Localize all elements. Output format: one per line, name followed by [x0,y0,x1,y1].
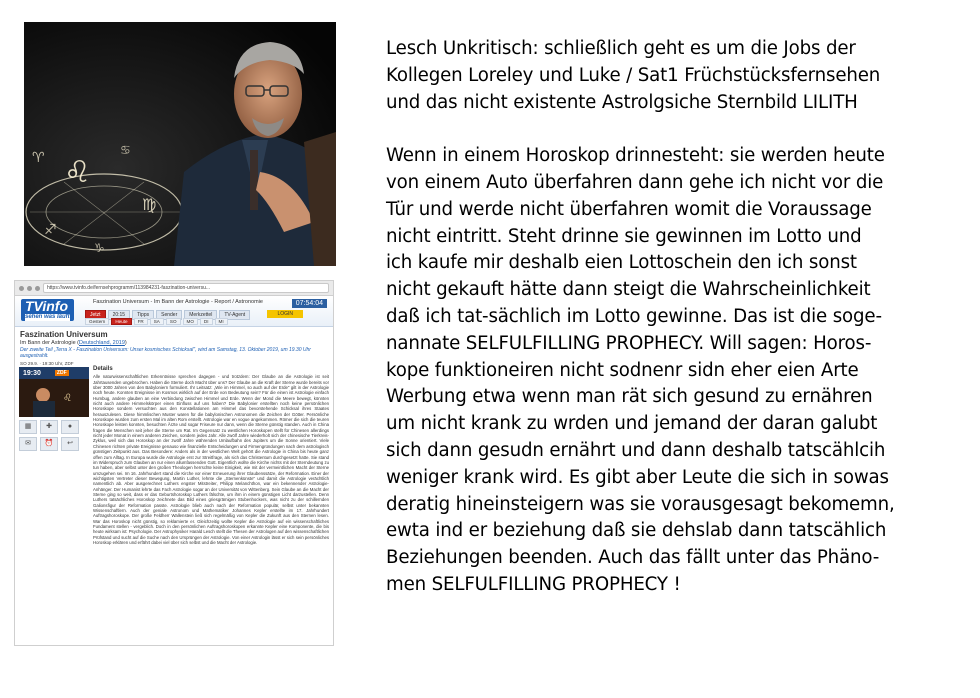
svg-text:♌: ♌ [64,155,91,190]
page-breadcrumb: Faszination Universum - Im Bann der Astrologie - Report / Astronomie [93,299,263,305]
svg-text:♐: ♐ [44,222,57,238]
airtime: SO 29.9. · 19:30 Uhr, ZDF [20,361,74,366]
section-title: Faszination Universum [20,330,108,339]
details-text: Alle naturwissenschaftlichen Erkenntnisse sprechen dagegen - und trotzdem: Der Glaube an die Astrologie ist seit Jahrtausenden ungebrochen. Haben die Sterne doch Macht über uns? Der Glaube an die Kraft der Sterne wurde bereits vor über 3000 Jahren von den Babyloniern formuliert. Ihr Leitsatz: „Wie im Himmel, so auch auf der Erde" gilt in der Astrologie noch heute. Konnten Ereignisse im Kosmos wirklich auf der Erde von Bedeutung sein? Für die einen ist Astrologie einfach Humbug, andere glauben an eine Verbindung zwischen Himmel und Erde. Wenn der Mond die Meere bewegt, könnten nicht auch andere Himmelskörper einen Einfluss auf uns haben? Die Babylonier erstellten noch keine persönlichen Horoskope sondern versuchten aus den Konstellationen am Himmel das bevorstehende Schicksal ihres Staates herauszulesen. Diese himmlischen Muster waren für die babylonischen Astronomen die Zeichen der Götter. Persönliche Horoskope wurden zum ersten Mal im alten Rom erstellt. Astrologie war en vogue angekommen. Römer die sich die teuren Horoskope leisten konnten, besuchten Ärzte und sogar Friseure nur dann, wenn die Sterne günstig standen. Auch in China fragen die Menschen seit jeher die Sterne um Rat. Im Gegensatz zu westlichen Horoskopen stellt für Chinesen allerdings nicht jeder Monat in einem anderen Zeichen, sondern jedes Jahr. Alle zwölf Jahre wiederholt sich der chinesische Tierkreis-Zyklus, weil sich das Horoskop an der zwölf Jahre währenden Umlaufbahn des Jupiters um die Sonne orientiert. Viele Chinesen richten private Ereignisse genauso wie finanzielle Entscheidungen und Firmengründungen nach dem astrologisch günstigen Zeitpunkt aus. Das Besondere: Anders als in der westlichen Welt gehört die Astrologie in China bis heute ganz offen zum Alltag. In Europa wurde die Astrologie erst zur Streitfrage, als sich das Christentum durchgesetzt hatte. Sie stand im Widerspruch zum Glauben an nur einen allumfassenden Gott. Eigentlich wollte die Kirche nichts mit der Sterndeutung zu tun haben, aber selbst unter den großen Theologen herrschte keine Einigkeit, wie mit der vermeintlichen Macht der Sterne umzugehen sei. Im 16. Jahrhundert stand die Kirche vor einer Erneuerung ihrer Glaubenssätze, der Reformation. Einer der wichtigsten Vertreter dieser Bewegung, Martin Luther, lehnte die „Sternenkünste" und damit die Astrologie verächtlich namentlich ab. Aber ausgerechnet Luthers engster Mitstreiter, Philipp Melanchthon, war ein bekennender Astrologie-Anhänger. Der Humanist lehrte das Fach Astrologie sogar an der Universität von Wittenberg. Sein Glaube an die Macht der Sterne ging so weit, dass er das Geburtshoroskop Luthers fälschte, um ihm in einem günstigen Licht darzustellen. Denn Luthers tatsächliches Horoskop zeichnete das Bild eines griesgrämigen Stubenhockers, was nicht zu der schillernden Galionsfigur der Reformation passte. Astrologie blieb auch nach der Reformation populär, selbst unter bekannten Wissenschaftlern. Auch der geniale Astronom und Mathematiker Johannes Kepler erstellte im 17. Jahrhundert Auftragshoroskope. Der große Feldherr Wallenstein ließ sich regelmäßig von Kepler die Zukunft aus den Sternen lesen. War das Horoskop nicht günstig, so reklamierte er. Gleichzeitig wollte Kepler die Astrologie auf ein wissenschaftliches Fundament stellen - vergeblich. Doch in den persönlichen Auftragshoroskopen erkannte Kepler eine Komponente, die bis heute wirksam ist: Psychologie. Der Astrophysiker Harald Lesch stellt die Thesen der Astrologen auf den wissenschaftlichen Prüfstand und sucht auf die Suche nach den Ursprüngen der Astrologie. Von einer Astrologin lässt er sich sein persönliches Horoskop erklären und erfährt dabei viel über sich selbst und die Macht der Astrologie. [93,374,329,545]
headline-prefix: Im Bann der Astrologie ( [20,340,80,346]
nav-tab-sender[interactable]: Sender [156,310,182,320]
calendar-icon[interactable]: ▦ [19,420,37,434]
time-bar [19,367,89,379]
reload-icon[interactable] [35,286,40,291]
day-nav [85,318,228,325]
svg-text:♍: ♍ [142,195,157,214]
clock: 07:54:04 [292,299,327,308]
content-area [15,367,333,545]
teaser-text: Der zweite Teil „Terra X - Faszination Universum: Unser kosmisches Schicksal", wird am Samstag, 13. Oktober 2019, um 19.30 Uhr ausgestrahlt. [20,347,311,359]
svg-text:♋: ♋ [120,143,131,157]
details-heading: Details [93,366,113,372]
tvinfo-screenshot [14,280,334,646]
site-header [15,296,333,327]
day-tab[interactable]: MI [215,318,228,325]
record-icon[interactable]: ● [61,420,79,434]
forward-icon[interactable] [27,286,32,291]
nav-tab-jetzt[interactable]: Jetzt [85,310,106,320]
svg-text:♑: ♑ [94,241,105,255]
browser-toolbar [15,281,333,296]
logo-text: TVinfo [25,298,69,314]
action-icons [19,417,89,454]
presenter-photo [24,22,336,266]
headline-suffix: ) [124,340,127,346]
nav-tab-merkzettel[interactable]: Merkzettel [184,310,217,320]
nav-tab-tv-agent[interactable]: TV-Agent [219,310,250,320]
day-tab[interactable]: SO [166,318,181,325]
day-tab[interactable]: SA [150,318,164,325]
country-year-link[interactable]: Deutschland, 2019 [79,340,125,346]
body-paragraph: Wenn in einem Horoskop drinnesteht: sie werden heute von einem Auto überfahren dann gehe ich nicht vor die Tür und werde nicht überfahren womit die Voraussage nicht eintritt. Steht drinne sie gewinnen im Lotto und ich kaufe mir deshalb eien Lottoschein den ich sonst nicht gekauft hätte dann steigt die Wahrscheinlichkeit daß ich tat-sächlich im Lotto gewinne. Das ist die soge- nannate SELFULFILLING PROPHECY. Will sagen: Horos- kope funktioneiren nicht sodnenr sidn eher eien Arte Werbung etwa wenn man rät sich gesund zu ernähren um nicht krank zu wrden und jemand der daran galubt sich dann gesudn ernährt und dann deshalb tatscählcih weniger krank wird. Es gibt aber Leute die sich in sowas deratig hineinsteigern was sie vorausgesagt bekomemn, ewta ind er beziehung daß sie dehslab dann tatscählich Beziehungen beenden. Auch das fällt unter das Phäno- men SELFULFILLING PROPHECY ! [386,145,895,595]
intro-paragraph: Lesch Unkritisch: schließlich geht es um die Jobs der Kollegen Loreley und Luke / Sat1 Früchstücksfernsehen und das nicht existente Astrolgsiche Sternbild LILITH [386,38,881,113]
svg-text:♈: ♈ [32,150,45,166]
day-tab[interactable]: FR [134,318,148,325]
nav-tab-tipps[interactable]: Tipps [132,310,154,320]
time-label: 19:30 [23,369,41,377]
details-panel [93,367,329,545]
bookmark-icon[interactable]: ✚ [40,420,58,434]
day-tab[interactable]: Gestern [85,318,109,325]
paragraph-gap [386,116,966,143]
channel-logo[interactable]: ZDF [56,370,67,376]
share-icon[interactable]: ✉ [19,437,37,451]
nav-tab-2015[interactable]: 20:15 [108,310,131,320]
show-thumbnail[interactable] [19,379,89,417]
day-tab[interactable]: MO [183,318,198,325]
address-bar[interactable]: https://www.tvinfo.de/fernsehprogramm/113984231-faszination-universu... [43,283,329,293]
reminder-icon[interactable]: ⏰ [40,437,58,451]
broadcast-panel [19,367,89,545]
back-icon[interactable] [19,286,24,291]
login-button[interactable]: LOGIN [267,310,303,318]
day-tab[interactable]: Heute [111,318,131,325]
tvinfo-logo[interactable] [21,299,74,321]
commentary [386,36,966,599]
day-tab[interactable]: DI [200,318,213,325]
back-arrow-icon[interactable]: ↩ [61,437,79,451]
logo-tagline: sehen was läuft [25,314,70,320]
svg-text:♌: ♌ [63,393,72,404]
